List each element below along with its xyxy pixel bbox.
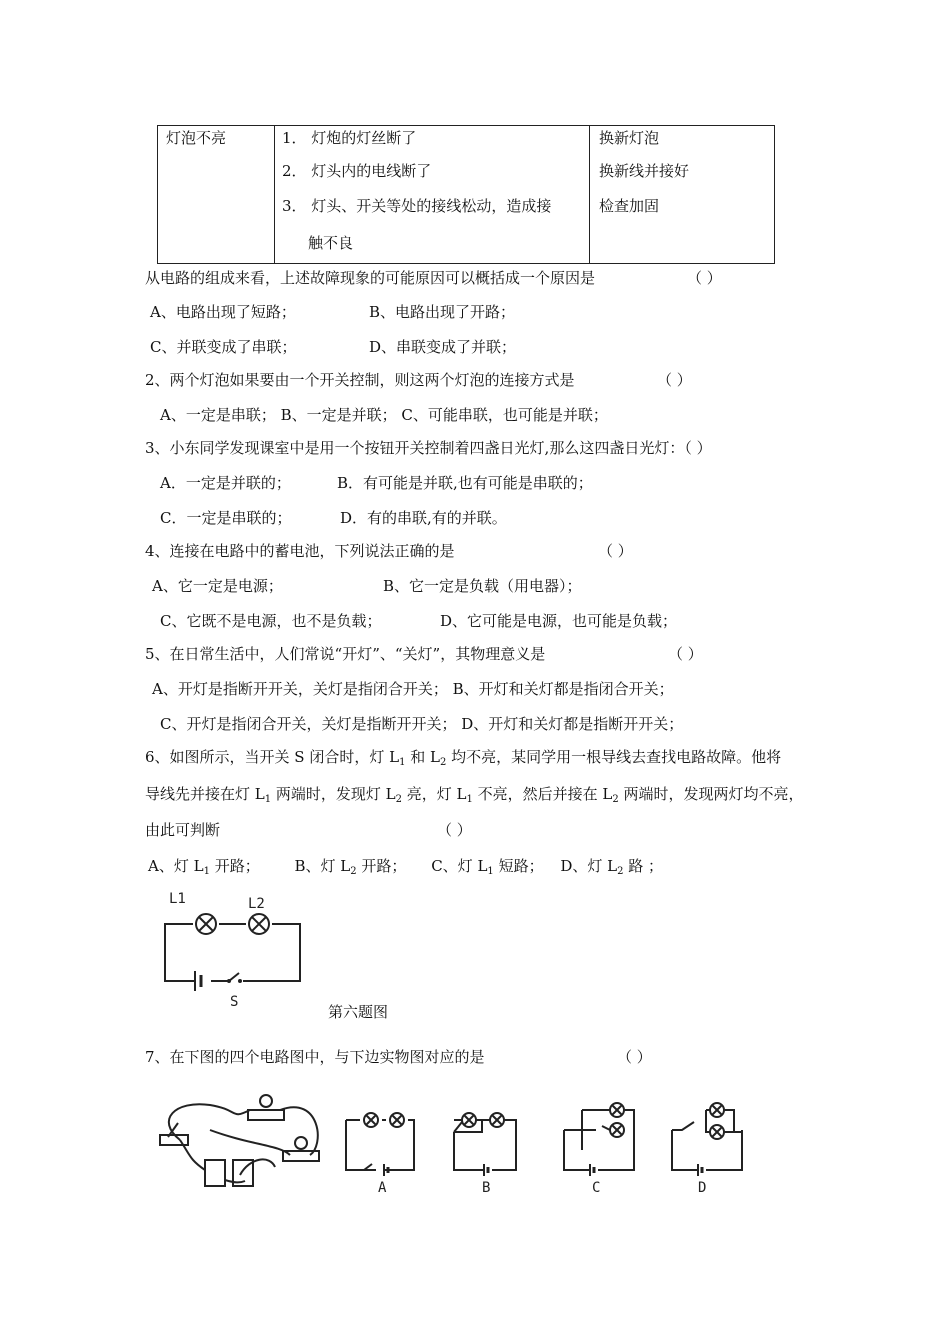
q7-stem: 7、在下图的四个电路图中，与下边实物图对应的是 [145, 1048, 485, 1066]
q4-stem: 4、连接在电路中的蓄电池，下列说法正确的是 [145, 542, 455, 560]
table-fix-3: 检查加固 [599, 197, 660, 215]
q1-option-d: D、串联变成了并联； [369, 338, 517, 356]
bulb-icon [295, 1137, 307, 1149]
circuit-c [564, 1103, 634, 1176]
q6-stem-line3: 由此可判断 [145, 821, 221, 839]
q6-caption: 第六题图 [328, 1003, 389, 1021]
label-l1: L1 [169, 891, 186, 907]
table-cause-3: 3． 灯头、开关等处的接线松动，造成接 [282, 197, 552, 215]
circuit-label-a: A [378, 1180, 387, 1196]
q7-answer-blank[interactable]: （ ） [617, 1048, 652, 1066]
q4-answer-blank[interactable]: （ ） [598, 542, 633, 560]
label-l2: L2 [248, 896, 265, 912]
q7-physical-circuit-sketch [150, 1085, 330, 1195]
q3-option-c: C．一定是串联的； [160, 509, 292, 527]
q1-stem: 从电路的组成来看，上述故障现象的可能原因可以概括成一个原因是 [145, 269, 596, 287]
table-symptom: 灯泡不亮 [166, 129, 227, 147]
circuit-d [672, 1103, 742, 1176]
q2-options: A、一定是串联； B、一定是并联； C、可能串联，也可能是并联； [160, 406, 608, 424]
q3-option-d: D．有的串联,有的并联。 [340, 509, 507, 527]
q5-options-cd: C、开灯是指闭合开关，关灯是指断开开关； D、开灯和关灯都是指断开开关； [160, 715, 684, 733]
table-cause-1: 1． 灯炮的灯丝断了 [282, 129, 417, 147]
circuit-label-b: B [482, 1180, 491, 1196]
q1-option-b: B、电路出现了开路； [369, 303, 516, 321]
q4-option-a: A、它一定是电源； [152, 577, 283, 595]
q5-options-ab: A、开灯是指断开开关，关灯是指闭合开关； B、开灯和关灯都是指闭合开关； [152, 680, 674, 698]
q5-answer-blank[interactable]: （ ） [668, 645, 703, 663]
circuit-b [454, 1113, 516, 1176]
table-cause-2: 2． 灯头内的电线断了 [282, 162, 432, 180]
circuit-a [346, 1113, 414, 1176]
label-s: S [230, 994, 239, 1010]
table-fix-2: 换新线并接好 [599, 162, 690, 180]
q1-answer-blank[interactable]: （ ） [687, 269, 722, 287]
q3-option-b: B．有可能是并联,也有可能是串联的； [337, 474, 593, 492]
circuit-label-d: D [698, 1180, 707, 1196]
q6-options: A、灯 $L_1$ 开路； B、灯 $L_2$ 开路； C、灯 $L_1$ 短路； D、灯 $L_2$ 路 ； [148, 857, 664, 877]
q6-answer-blank[interactable]: （ ） [437, 821, 472, 839]
q3-option-a: A．一定是并联的； [160, 474, 291, 492]
q6-stem-line2: 导线先并接在灯 $L_1$ 两端时，发现灯 $L_2$ 亮，灯 $L_1$ 不亮，然后并接在 $L_2$ 两端时，发现两灯均不亮， [145, 785, 804, 805]
table-fix-1: 换新灯泡 [599, 129, 660, 147]
q4-option-d: D、它可能是电源，也可能是负载； [440, 612, 678, 630]
q4-option-b: B、它一定是负载（用电器）； [383, 577, 582, 595]
bulb-icon [260, 1095, 272, 1107]
fault-table [157, 125, 775, 264]
q4-option-c: C、它既不是电源，也不是负载； [160, 612, 382, 630]
table-cause-3-cont: 触不良 [308, 234, 354, 252]
circuit-label-c: C [592, 1180, 601, 1196]
q6-circuit-diagram [155, 885, 315, 1015]
q2-stem: 2、两个灯泡如果要由一个开关控制，则这两个灯泡的连接方式是 [145, 371, 575, 389]
q5-stem: 5、在日常生活中，人们常说“开灯”、“关灯”，其物理意义是 [145, 645, 546, 663]
q3-stem: 3、小东同学发现课室中是用一个按钮开关控制着四盏日光灯,那么这四盏日光灯：（ ） [145, 439, 712, 457]
q6-stem-line1: 6、如图所示，当开关 S 闭合时，灯 $L_1$ 和 $L_2$ 均不亮，某同学用一根导线去查找电路故障。他将 [145, 748, 782, 768]
q1-option-a: A、电路出现了短路； [150, 303, 296, 321]
table-divider [589, 126, 590, 263]
q7-circuit-options [340, 1100, 760, 1200]
q1-option-c: C、并联变成了串联； [150, 338, 297, 356]
q2-answer-blank[interactable]: （ ） [657, 371, 692, 389]
table-divider [274, 126, 275, 263]
